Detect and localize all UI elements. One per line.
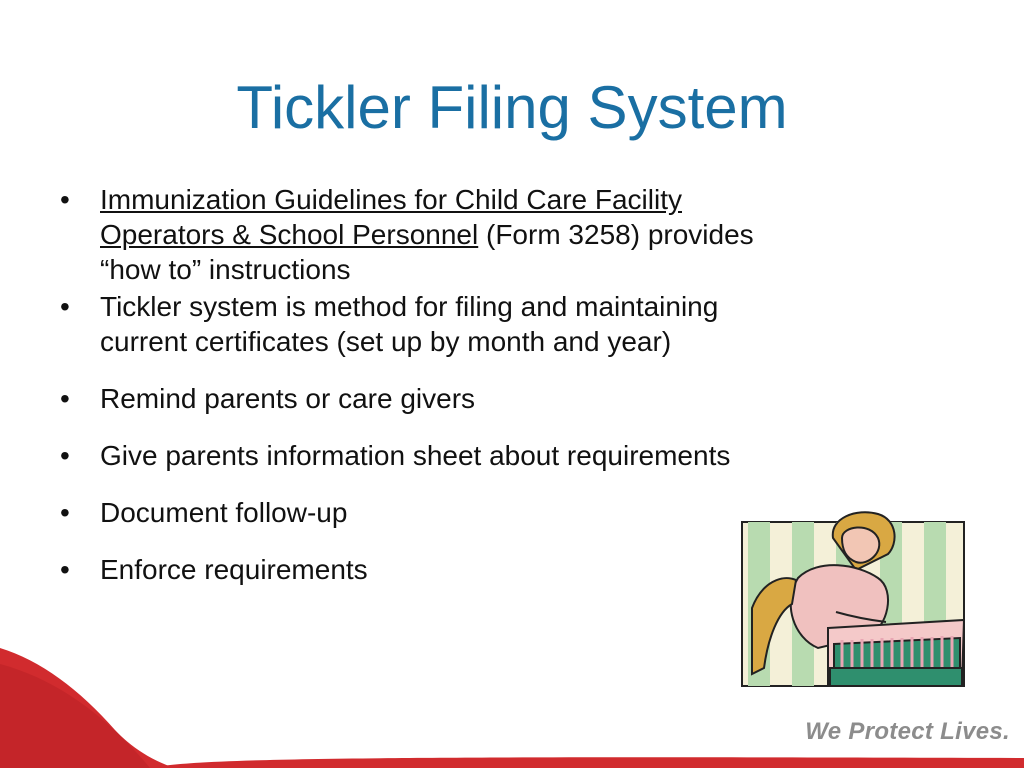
bullet-text: Give parents information sheet about requirements [100, 440, 731, 471]
bullet-text: Remind parents or care givers [100, 383, 476, 414]
tagline-logo: We Protect Lives. [805, 718, 1010, 745]
bullet-text: current certificates (set up by month and year) [100, 326, 672, 357]
bullet-item [60, 381, 920, 416]
slide-title: Tickler Filing System [236, 74, 788, 141]
bullet-marker: • [60, 497, 70, 528]
woman-filing-cards-clipart-icon [738, 508, 968, 688]
bullet-marker: • [60, 184, 70, 215]
bullet-marker: • [60, 291, 70, 322]
bullet-marker: • [60, 554, 70, 585]
bullet-text: Enforce requirements [100, 554, 368, 585]
bullet-text: “how to” instructions [100, 254, 351, 285]
bullet-marker: • [60, 440, 70, 471]
guidelines-link[interactable]: Immunization Guidelines for Child Care Facility [100, 184, 682, 215]
bullet-text: Tickler system is method for filing and maintaining [100, 291, 719, 322]
bullet-marker: • [60, 383, 70, 414]
guidelines-link-continued[interactable]: Operators & School Personnel [100, 219, 479, 250]
bullet-text: (Form 3258) provides [478, 219, 754, 250]
bullet-text: Document follow-up [100, 497, 348, 528]
bullet-item [60, 182, 920, 287]
bullet-item [60, 289, 920, 359]
bullet-item [60, 438, 920, 473]
